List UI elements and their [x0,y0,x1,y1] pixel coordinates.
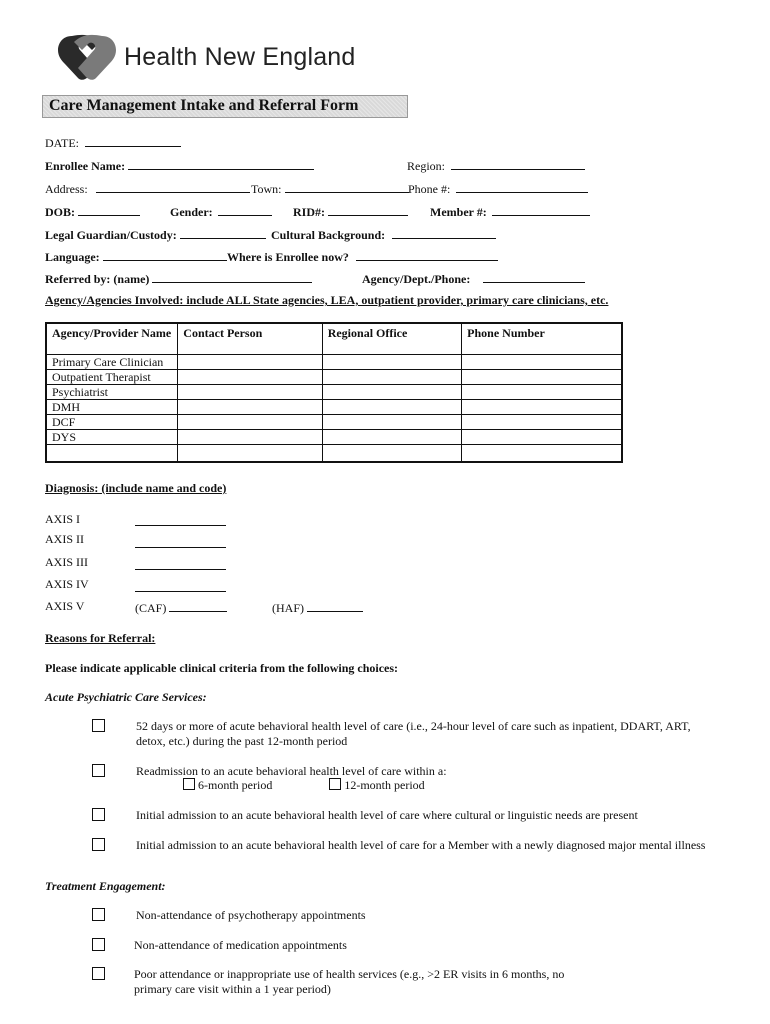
brand-name: Health New England [124,43,356,71]
enrollee-name-label: Enrollee Name: [45,159,126,173]
table-cell-phone[interactable] [462,355,622,370]
table-cell-agency: Primary Care Clinician [46,355,178,370]
table-cell-contact[interactable] [178,430,322,445]
haf-row [272,599,363,616]
cultural-label: Cultural Background: [271,228,386,242]
address-field[interactable] [96,180,250,193]
period-12-label: 12-month period [344,778,425,792]
enrollee-name-row [45,157,314,174]
reasons-heading: Reasons for Referral: [45,631,156,645]
address-row [45,180,250,197]
acute-checkbox-3[interactable] [92,808,105,821]
treatment-checkbox-2[interactable] [92,938,105,951]
region-label: Region: [407,159,445,173]
table-header-phone: Phone Number [462,323,622,355]
table-cell-agency: DYS [46,430,178,445]
table-cell-contact[interactable] [178,445,322,463]
agency-phone-field[interactable] [483,270,585,283]
table-cell-agency: DMH [46,400,178,415]
table-cell-agency: Psychiatrist [46,385,178,400]
gender-label: Gender: [170,205,213,219]
guardian-label: Legal Guardian/Custody: [45,228,177,242]
dob-row [45,203,140,220]
axis-label: AXIS IV [45,577,89,591]
town-row [251,180,409,197]
period-12-checkbox[interactable] [329,778,341,790]
table-cell-contact[interactable] [178,355,322,370]
reasons-instruction: Please indicate applicable clinical criteria from the following choices: [45,661,399,675]
axis-label: AXIS I [45,512,80,526]
language-field[interactable] [103,248,227,261]
agency-phone-label: Agency/Dept./Phone: [362,272,471,286]
region-field[interactable] [451,157,585,170]
where-row [227,248,498,265]
table-cell-phone[interactable] [462,385,622,400]
date-field[interactable] [85,134,181,147]
table-header-row [46,323,622,355]
axis-label: AXIS V [45,599,85,613]
table-row [46,415,622,430]
acute-checkbox-1[interactable] [92,719,105,732]
brand-logo [58,34,116,80]
where-field[interactable] [356,248,498,261]
table-cell-regional[interactable] [322,400,461,415]
diagnosis-heading: Diagnosis: (include name and code) [45,481,227,495]
acute-heading: Acute Psychiatric Care Services: [45,690,207,704]
table-cell-contact[interactable] [178,370,322,385]
axis-4-field[interactable] [135,579,226,592]
acute-item-2: Readmission to an acute behavioral health level of care within a: [136,764,447,778]
table-cell-phone[interactable] [462,445,622,463]
caf-field[interactable] [169,599,227,612]
table-cell-contact[interactable] [178,385,322,400]
treatment-checkbox-3[interactable] [92,967,105,980]
form-title: Care Management Intake and Referral Form [42,95,408,118]
treatment-item-2: Non-attendance of medication appointments [134,938,347,952]
axis-2-field[interactable] [135,535,226,548]
acute-item-3: Initial admission to an acute behavioral health level of care where cultural or linguistic needs are present [136,808,638,822]
table-cell-phone[interactable] [462,415,622,430]
table-row [46,445,622,463]
phone-field[interactable] [456,180,588,193]
treatment-item-3: Poor attendance or inappropriate use of health services (e.g., >2 ER visits in 6 months, no primary care visit within a 1 year period) [134,967,565,996]
table-header-regional: Regional Office [322,323,461,355]
dob-field[interactable] [78,203,140,216]
date-label: DATE: [45,136,79,150]
member-label: Member #: [430,205,487,219]
date-row [45,134,181,151]
where-label: Where is Enrollee now? [227,250,349,264]
acute-item-4: Initial admission to an acute behavioral health level of care for a Member with a newly diagnosed major mental illness [136,838,706,852]
axis-1-field[interactable] [135,513,226,526]
table-cell-contact[interactable] [178,415,322,430]
member-field[interactable] [492,203,590,216]
cultural-row [271,226,496,243]
table-cell-regional[interactable] [322,370,461,385]
treatment-heading: Treatment Engagement: [45,879,166,893]
phone-label: Phone #: [408,182,451,196]
member-row [430,203,590,220]
table-row [46,355,622,370]
town-label: Town: [251,182,282,196]
table-cell-regional[interactable] [322,385,461,400]
treatment-checkbox-1[interactable] [92,908,105,921]
rid-label: RID#: [293,205,325,219]
language-label: Language: [45,250,100,264]
table-cell-agency: DCF [46,415,178,430]
town-field[interactable] [285,180,409,193]
table-cell-agency: Outpatient Therapist [46,370,178,385]
brand-logo-icon [58,34,116,80]
caf-label: (CAF) [135,601,167,615]
table-cell-regional[interactable] [322,430,461,445]
gender-row [170,203,272,220]
acute-checkbox-4[interactable] [92,838,105,851]
table-header-contact: Contact Person [178,323,322,355]
acute-checkbox-2[interactable] [92,764,105,777]
agencies-involved-label: Agency/Agencies Involved: include ALL State agencies, LEA, outpatient provider, primary care clinicians, etc. [45,293,609,307]
table-cell-regional[interactable] [322,355,461,370]
table-cell-phone[interactable] [462,400,622,415]
guardian-field[interactable] [180,226,266,239]
table-row [46,385,622,400]
referred-field[interactable] [152,270,312,283]
rid-field[interactable] [328,203,408,216]
table-header-agency: Agency/Provider Name [46,323,178,355]
acute-item-1: 52 days or more of acute behavioral health level of care (i.e., 24-hour level of care such as inpatient, DDART, ART, detox, etc.) during the past 12-month period [136,719,691,748]
cultural-field[interactable] [392,226,496,239]
haf-label: (HAF) [272,601,304,615]
table-row [46,400,622,415]
table-cell-phone[interactable] [462,370,622,385]
caf-row [135,599,227,616]
axis-label: AXIS II [45,532,84,546]
haf-field[interactable] [307,599,363,612]
period-6-label: 6-month period [198,778,273,792]
rid-row [293,203,408,220]
table-cell-regional[interactable] [322,445,461,463]
region-row [407,157,585,174]
table-row [46,430,622,445]
enrollee-name-field[interactable] [128,157,314,170]
table-cell-contact[interactable] [178,400,322,415]
dob-label: DOB: [45,205,75,219]
guardian-row [45,226,266,243]
table-cell-regional[interactable] [322,415,461,430]
axis-3-field[interactable] [135,557,226,570]
agency-phone-row [362,270,585,287]
period-options [183,778,425,793]
table-row [46,370,622,385]
period-6-checkbox[interactable] [183,778,195,790]
language-row [45,248,227,265]
axis-label: AXIS III [45,555,88,569]
agency-table [45,322,623,463]
table-cell-agency[interactable] [46,445,178,463]
address-label: Address: [45,182,88,196]
table-cell-phone[interactable] [462,430,622,445]
gender-field[interactable] [218,203,272,216]
referred-row [45,270,312,287]
referred-label: Referred by: (name) [45,272,150,286]
treatment-item-1: Non-attendance of psychotherapy appointments [136,908,366,922]
phone-row [408,180,588,197]
